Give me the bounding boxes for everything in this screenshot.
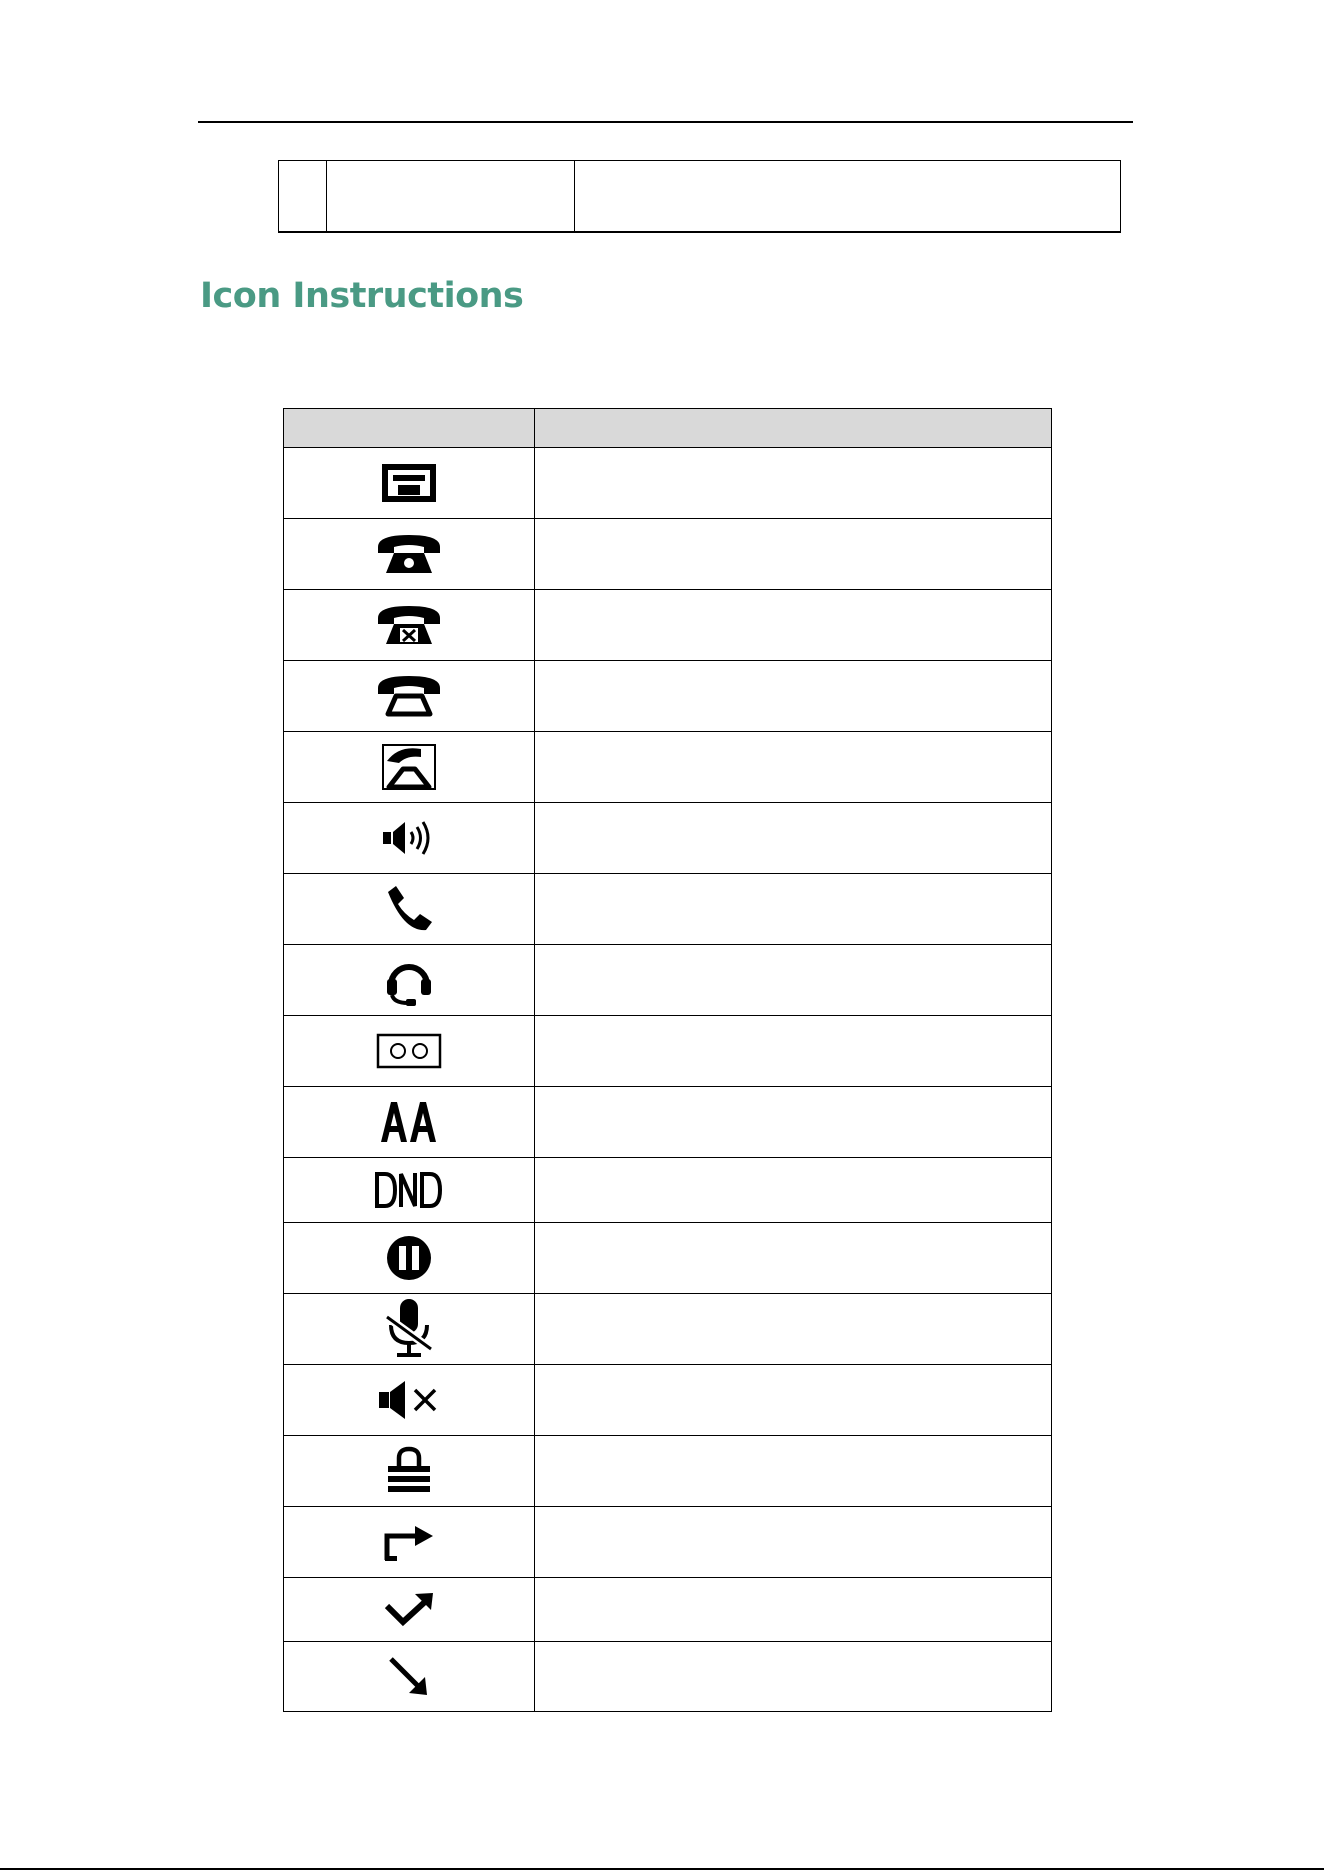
auto-answer-icon [379, 1100, 439, 1144]
headset-icon [384, 953, 434, 1007]
table-row [284, 448, 1052, 519]
table-row [284, 1158, 1052, 1223]
call-icon [384, 884, 434, 934]
header-rule [198, 121, 1133, 123]
hold-icon [385, 1234, 433, 1282]
table-row [284, 1436, 1052, 1507]
network-port-icon [381, 463, 437, 503]
table-row [284, 874, 1052, 945]
section-title: Icon Instructions [200, 276, 524, 316]
keypad-lock-icon [384, 1446, 434, 1496]
table-row [284, 1507, 1052, 1578]
continued-table [278, 160, 1121, 233]
table-row [284, 732, 1052, 803]
dnd-icon [375, 1172, 443, 1208]
table-row [284, 661, 1052, 732]
table-row [284, 590, 1052, 661]
table-row [284, 1223, 1052, 1294]
table-row [284, 1642, 1052, 1712]
handset-icon [376, 674, 442, 718]
table-row [284, 1294, 1052, 1365]
voicemail-icon [376, 1032, 442, 1070]
header-cell-icon [284, 409, 535, 448]
table-row [284, 519, 1052, 590]
phone-call-icon [381, 743, 437, 791]
table-row [284, 1087, 1052, 1158]
forward-icon [381, 1522, 437, 1562]
table-row [284, 803, 1052, 874]
mic-mute-icon [381, 1297, 437, 1361]
table-cell [575, 161, 1121, 233]
speaker-mute-icon [377, 1379, 441, 1421]
header-cell-description [535, 409, 1052, 448]
footer-rule [0, 1868, 1324, 1870]
missed-call-icon [383, 1590, 435, 1630]
table-cell [279, 161, 327, 233]
phone-x-icon [376, 604, 442, 646]
table-row [284, 945, 1052, 1016]
icon-table [283, 408, 1052, 1712]
phone-ring-icon [376, 533, 442, 575]
speaker-icon [381, 818, 437, 858]
table-row [279, 161, 1121, 233]
table-header-row [284, 409, 1052, 448]
table-row [284, 1016, 1052, 1087]
table-cell [327, 161, 575, 233]
incoming-call-icon [387, 1655, 431, 1699]
table-row [284, 1578, 1052, 1642]
table-row [284, 1365, 1052, 1436]
